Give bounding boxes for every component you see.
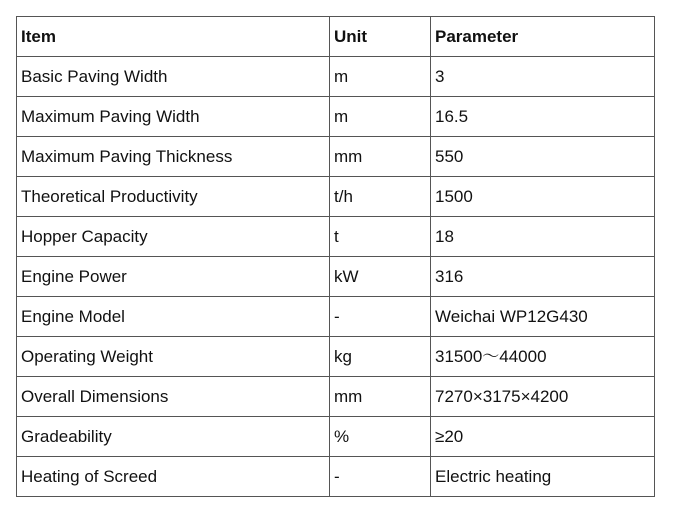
table-row [17,177,655,217]
cell-unit: kW [330,257,431,297]
cell-item: Engine Power [17,257,330,297]
table-row [17,457,655,497]
table-row [17,377,655,417]
cell-parameter: Electric heating [431,457,655,497]
header-unit: Unit [330,17,431,57]
cell-unit: % [330,417,431,457]
cell-parameter: 16.5 [431,97,655,137]
cell-item: Basic Paving Width [17,57,330,97]
cell-unit: kg [330,337,431,377]
cell-parameter: 3 [431,57,655,97]
cell-parameter: 31500～44000 [431,337,655,377]
table-row [17,217,655,257]
header-item: Item [17,17,330,57]
cell-unit: mm [330,137,431,177]
table-row [17,57,655,97]
cell-item: Maximum Paving Width [17,97,330,137]
table-row [17,257,655,297]
cell-parameter: 550 [431,137,655,177]
cell-unit: mm [330,377,431,417]
cell-unit: m [330,97,431,137]
table-row [17,337,655,377]
cell-parameter: ≥20 [431,417,655,457]
cell-item: Hopper Capacity [17,217,330,257]
table-row [17,137,655,177]
cell-parameter: 316 [431,257,655,297]
specifications-table [16,16,655,497]
cell-parameter: Weichai WP12G430 [431,297,655,337]
cell-parameter: 18 [431,217,655,257]
cell-item: Gradeability [17,417,330,457]
cell-unit: - [330,297,431,337]
cell-item: Overall Dimensions [17,377,330,417]
table-header-row [17,17,655,57]
table-row [17,97,655,137]
cell-item: Heating of Screed [17,457,330,497]
cell-unit: t/h [330,177,431,217]
cell-unit: t [330,217,431,257]
cell-item: Maximum Paving Thickness [17,137,330,177]
table-row [17,417,655,457]
table-row [17,297,655,337]
cell-parameter: 7270×3175×4200 [431,377,655,417]
cell-item: Operating Weight [17,337,330,377]
header-parameter: Parameter [431,17,655,57]
cell-unit: m [330,57,431,97]
cell-parameter: 1500 [431,177,655,217]
cell-item: Engine Model [17,297,330,337]
cell-item: Theoretical Productivity [17,177,330,217]
cell-unit: - [330,457,431,497]
